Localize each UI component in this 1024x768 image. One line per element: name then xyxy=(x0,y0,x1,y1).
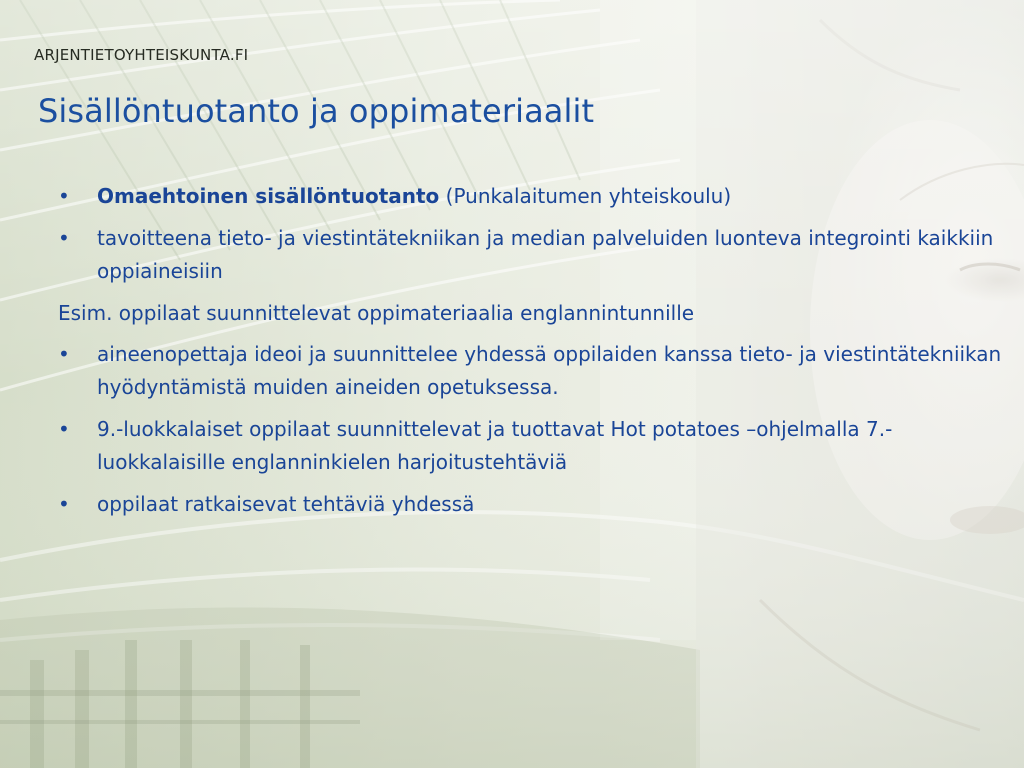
list-item xyxy=(58,180,1013,213)
bullet-icon: • xyxy=(58,492,70,516)
list-item-bold: Omaehtoinen sisällöntuotanto xyxy=(97,184,440,208)
bullet-icon: • xyxy=(58,417,70,441)
bullet-icon: • xyxy=(58,342,70,366)
site-label: ARJENTIETOYHTEISKUNTA.FI xyxy=(34,46,249,64)
list-item xyxy=(58,338,1013,404)
list-item-text: 9.-luokkalaiset oppilaat suunnittelevat ja tuottavat Hot potatoes –ohjelmalla 7.-luokkalaisille englanninkielen harjoitustehtäviä xyxy=(97,417,893,474)
list-item xyxy=(58,413,1013,479)
list-item xyxy=(58,222,1013,288)
bullet-list-2 xyxy=(58,338,1013,521)
list-item-text: (Punkalaitumen yhteiskoulu) xyxy=(439,184,732,208)
list-item-text: oppilaat ratkaisevat tehtäviä yhdessä xyxy=(97,492,475,516)
bullet-icon: • xyxy=(58,184,70,208)
list-item-text: aineenopettaja ideoi ja suunnittelee yhdessä oppilaiden kanssa tieto- ja viestintätekniikan hyödyntämistä muiden aineiden opetuksessa. xyxy=(97,342,1002,399)
list-item-text: tavoitteena tieto- ja viestintätekniikan ja median palveluiden luonteva integrointi kaikkiin oppiaineisiin xyxy=(97,226,994,283)
bullet-icon: • xyxy=(58,226,70,250)
example-line: Esim. oppilaat suunnittelevat oppimateriaalia englannintunnille xyxy=(58,301,695,325)
slide-content xyxy=(58,180,1013,530)
list-item xyxy=(58,488,1013,521)
slide-title: Sisällöntuotanto ja oppimateriaalit xyxy=(38,92,595,130)
bullet-list-1 xyxy=(58,180,1013,288)
